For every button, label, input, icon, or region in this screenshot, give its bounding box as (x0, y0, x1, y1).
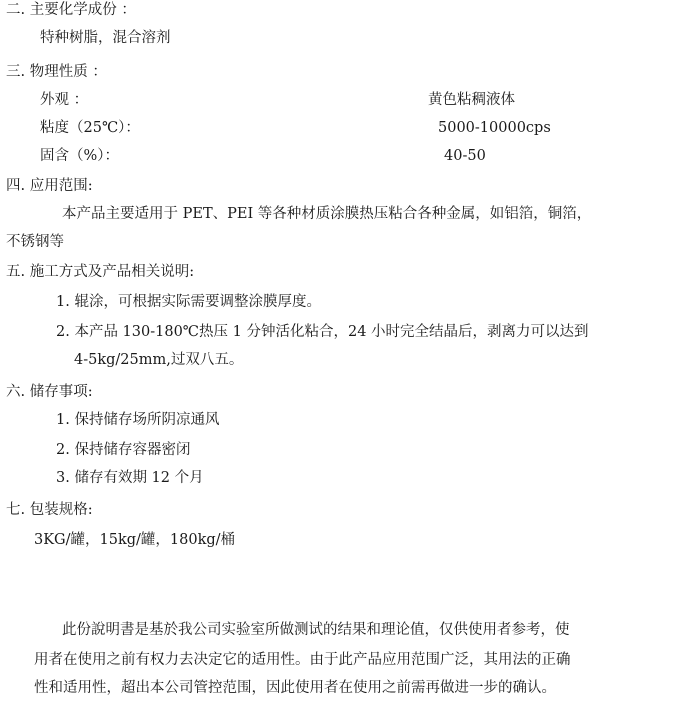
packaging-content: 3KG/罐，15kg/罐，180kg/桶 (34, 532, 236, 548)
storage-item-1: 1. 保持储存场所阴凉通风 (56, 412, 220, 428)
property-value-appearance: 黄色粘稠液体 (428, 92, 515, 108)
section-2-heading: 二. 主要化学成份 ： (6, 2, 136, 18)
disclaimer-line-2: 用者在使用之前有权力去决定它的适用性。由于此产品应用范围广泛，其用法的正确 (34, 652, 571, 668)
storage-item-2: 2. 保持储存容器密闭 (56, 442, 191, 458)
section-5-item-2-line-1: 2. 本产品 130-180℃热压 1 分钟活化粘合，24 小时完全结晶后，剥离力可以达到 (56, 324, 589, 340)
section-5-heading: 五. 施工方式及产品相关说明: (6, 264, 195, 280)
disclaimer-line-3: 性和适用性，超出本公司管控范围，因此使用者在使用之前需再做进一步的确认。 (34, 680, 556, 696)
property-label-solids: 固含（%）： (40, 148, 120, 164)
section-5-item-1: 1. 辊涂，可根据实际需要调整涂膜厚度。 (56, 294, 321, 310)
section-7-heading: 七. 包装规格: (6, 502, 93, 518)
section-5-item-2-line-2: 4-5kg/25mm,过双八五。 (74, 352, 244, 368)
property-value-viscosity: 5000-10000cps (438, 120, 551, 136)
section-4-heading: 四. 应用范围: (6, 178, 93, 194)
section-6-heading: 六. 储存事项: (6, 384, 93, 400)
property-value-solids: 40-50 (444, 148, 486, 164)
section-4-para-line-2: 不锈钢等 (6, 234, 64, 250)
section-3-heading: 三. 物理性质 ： (6, 64, 107, 80)
storage-item-3: 3. 储存有效期 12 个月 (56, 470, 204, 486)
property-label-appearance: 外观 ： (40, 92, 89, 108)
section-4-para-line-1: 本产品主要适用于 PET、PEI 等各种材质涂膜热压粘合各种金属，如铝箔，铜箔， (62, 206, 592, 222)
disclaimer-line-1: 此份說明書是基於我公司实验室所做测试的结果和理论值，仅供使用者参考，使 (62, 622, 570, 638)
property-label-viscosity: 粘度（25℃）： (40, 120, 140, 136)
section-2-content: 特种树脂，混合溶剂 (40, 30, 171, 46)
